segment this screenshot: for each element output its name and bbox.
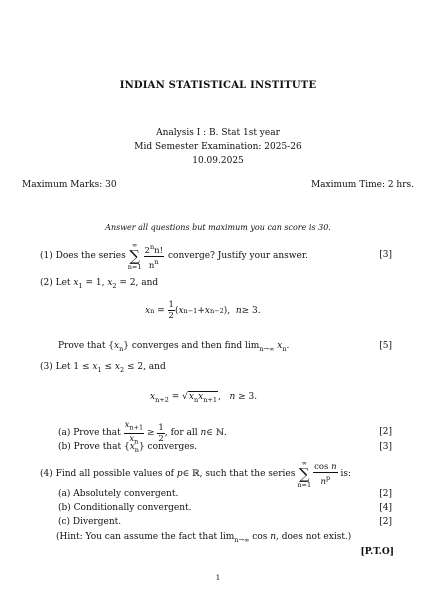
q2-marks: [5] [379, 341, 392, 351]
q1-fraction: $\frac{2^nn!}{n^n}$ [144, 242, 164, 271]
q2-prove: Prove that $\{x_n\}$ converges and then find $\lim_{n\to\infty} x_n$. [58, 341, 290, 353]
q3-equation: $x_{n+2} = √x_nx_{n+1}$, n ≥ 3. [150, 392, 258, 404]
question-1-text: converge? Justify your answer. [168, 251, 308, 261]
page-number: 1 [215, 573, 221, 582]
date-line: 10.09.2025 [192, 156, 244, 166]
q4-part-a: (a) Absolutely convergent. [58, 489, 179, 499]
q2-equation: x n = $\frac{1}{2}$ ( x n−1 + x n−2 ), n ≥ 3. [145, 300, 261, 321]
max-marks: Maximum Marks: 30 [22, 180, 117, 190]
question-2: (2) Let $x_1 = 1$, $x_2 = 2$, and [40, 278, 159, 290]
q4a-marks: [2] [379, 489, 392, 499]
course-line: Analysis I : B. Stat 1st year [156, 128, 280, 138]
q4b-marks: [4] [379, 503, 392, 513]
q4-part-c: (c) Divergent. [58, 517, 122, 527]
q3-part-a: (a) Prove that $\frac{x_{n+1}}{x_n}$ ≥ $\frac{1}{2}$ , for all n ∈ ℕ. [58, 420, 227, 446]
q3a-marks: [2] [379, 427, 392, 437]
q3-part-b: (b) Prove that $\{x_n\}$ converges. [58, 442, 198, 454]
exam-line: Mid Semester Examination: 2025-26 [134, 142, 302, 152]
question-1-label: (1) Does the series [40, 251, 126, 261]
question-1 [40, 238, 308, 274]
instructions: Answer all questions but maximum you can score is 30. [105, 223, 331, 232]
q1-marks: [3] [379, 250, 392, 260]
question-3: (3) Let $1 \le x_1 \le x_2 \le 2$, and [40, 362, 166, 374]
sum-symbol: ∞ ∑ n=1 [127, 241, 142, 271]
institute-title: INDIAN STATISTICAL INSTITUTE [119, 80, 317, 91]
question-4: (4) Find all possible values of p ∈ ℝ, such that the series ∞ ∑ n=1 $\frac{\text{cos n}}{n^p}$ is: [40, 459, 351, 489]
q4c-marks: [2] [379, 517, 392, 527]
q3b-marks: [3] [379, 442, 392, 452]
pto: [P.T.O] [360, 547, 394, 557]
q4-part-b: (b) Conditionally convergent. [58, 503, 192, 513]
q4-hint: (Hint: You can assume the fact that $\lim_{n\to\infty} \cos n$, does not exist.) [56, 532, 352, 544]
max-time: Maximum Time: 2 hrs. [310, 180, 414, 190]
